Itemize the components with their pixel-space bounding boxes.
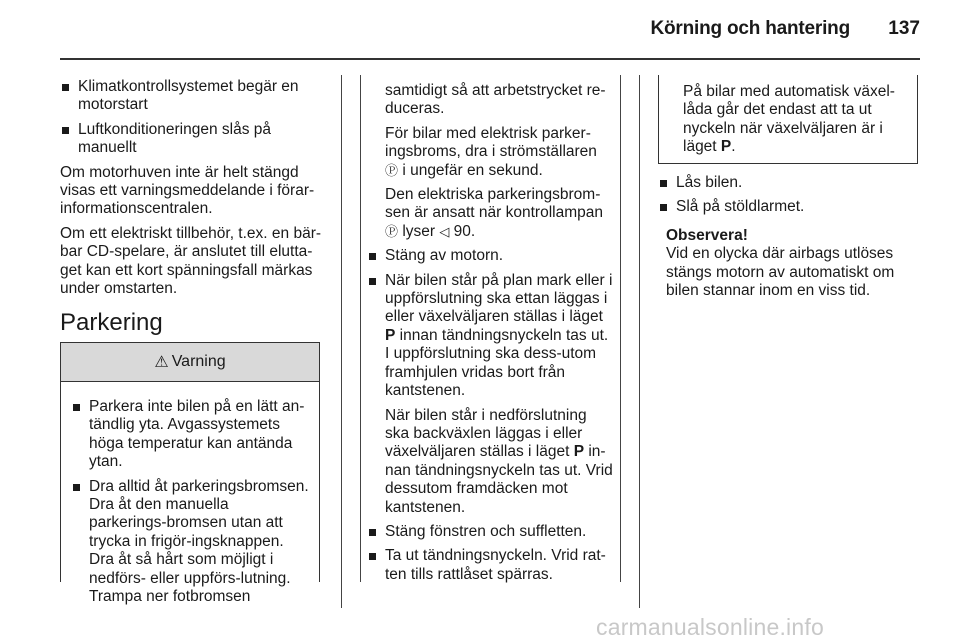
page-number: 137 (888, 18, 920, 39)
text: På bilar med automatisk växel-låda går det endast att ta ut nyckeln när växelväljaren är i läget (683, 83, 895, 156)
warning-box (60, 342, 320, 606)
warning-body (61, 382, 319, 606)
text: lyser (398, 222, 440, 240)
text: Den elektriska parkeringsbrom-sen är ansatt när kontrollampan (385, 186, 603, 222)
bullet-item: Klimatkontrollsystemet begär en motorstart (60, 78, 328, 115)
col2-right-rule (620, 75, 621, 582)
gear-p: P (385, 326, 396, 344)
column-2 (367, 82, 613, 590)
warning-header (61, 343, 319, 382)
warning-triangle-icon: ⚠ (154, 354, 169, 371)
column-3 (658, 174, 920, 300)
text: . (731, 138, 736, 156)
bullet-item (367, 272, 613, 401)
text: innan tändningsnyckeln tas ut. I uppförslutning ska dess-utom framhjulen vridas bort från kantstenen. (385, 326, 609, 400)
bullet-item: Luftkonditioneringen slås på manuellt (60, 121, 328, 158)
paragraph-downhill (367, 407, 613, 517)
paragraph-hood: Om motorhuven inte är helt stängd visas ett varningsmeddelande i förar-informationscentralen. (60, 163, 315, 218)
bullet-item: Slå på stöldlarmet. (658, 198, 920, 216)
gear-p: P (573, 443, 585, 461)
page-reference[interactable]: 90 (453, 222, 471, 240)
gear-p: P (720, 138, 732, 156)
bullet-item: Stäng av motorn. (367, 247, 613, 265)
page-reference-arrow-icon: ◁ (439, 223, 450, 239)
parking-brake-icon: Ⓟ (385, 162, 399, 178)
col2-left-rule (360, 75, 361, 582)
column-1 (60, 78, 328, 304)
watermark: carmanualsonline.info (596, 614, 824, 640)
paragraph-accessory: Om ett elektriskt tillbehör, t.ex. en bär-bar CD-spelare, är anslutet till elutta-get kan ett kort spänningsfall märkas under omstarten. (60, 224, 322, 298)
warning-title: Varning (171, 353, 226, 370)
paragraph-brake-lamp: Den elektriska parkeringsbrom-sen är ansatt när kontrollampan Ⓟ lyser ◁ 90. (385, 186, 603, 240)
text: in-nan tändningsnyckeln tas ut. Vrid dessutom framdäcken mot kantstenen. (385, 443, 613, 516)
section-heading-parkering: Parkering (60, 309, 163, 336)
header-rule (60, 58, 920, 60)
warning-item: Parkera inte bilen på en lätt an-tändlig yta. Avgassystemets höga temperatur kan antända ytan. (71, 398, 309, 472)
bullet-item: Stäng fönstren och suffletten. (367, 523, 613, 541)
paragraph-electric-brake (367, 125, 613, 180)
column-divider-2 (639, 75, 640, 608)
automatic-note-box (658, 75, 918, 164)
text: När bilen står i nedförslutning ska backväxlen läggas i eller växelväljaren ställas i läget (385, 406, 587, 461)
column-divider-1 (341, 75, 342, 608)
observe-title: Observera! (666, 226, 748, 244)
text: För bilar med elektrisk parker-ingsbroms, dra i strömställaren (385, 124, 597, 161)
text: i ungefär en sekund. (398, 161, 543, 179)
continued-text: samtidigt så att arbetstrycket re-duceras. (385, 82, 606, 118)
bullet-item: Ta ut tändningsnyckeln. Vrid rat-ten tills rattlåset spärras. (367, 547, 613, 584)
observe-block (658, 227, 920, 301)
running-head: Körning och hantering (650, 18, 850, 39)
text: När bilen står på plan mark eller i uppförslutning ska ettan läggas i eller växelväljaren ställas i läget (385, 271, 613, 326)
parking-brake-icon: Ⓟ (385, 223, 399, 239)
warning-item: Dra alltid åt parkeringsbromsen. Dra åt den manuella parkerings-bromsen utan att trycka in frigör-ingsknappen. Dra åt så hårt som möjligt i nedförs- eller uppförs-lutning. Trampa ner fotbromsen (71, 478, 309, 607)
observe-text: Vid en olycka där airbags utlöses stängs motorn av automatiskt om bilen stannar inom en viss tid. (666, 245, 895, 300)
bullet-item: Lås bilen. (658, 174, 920, 192)
